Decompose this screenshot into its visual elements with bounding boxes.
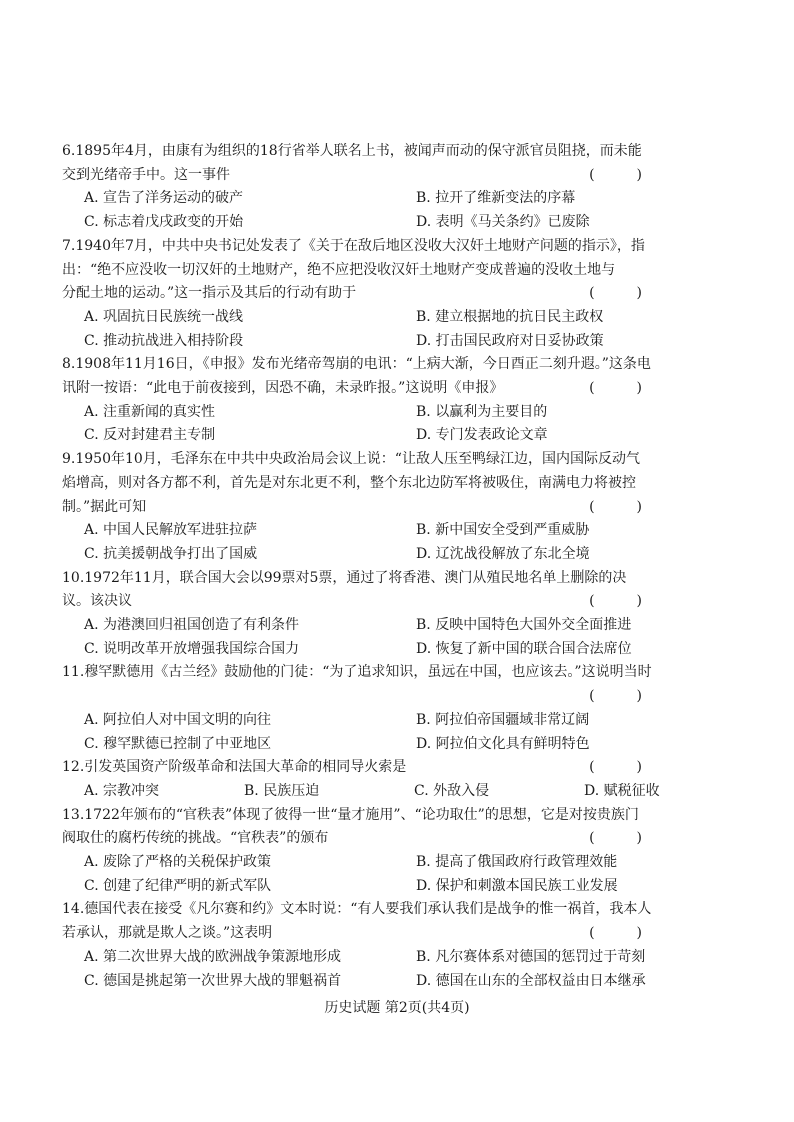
question-12	[62, 756, 662, 803]
stem-text: 出：“绝不应没收一切汉奸的土地财产，绝不应把没收汉奸土地财产变成普遍的没收土地与	[62, 261, 616, 278]
question-14	[62, 898, 662, 993]
stem-text: 10.1972年11月，联合国大会以99票对5票，通过了将香港、澳门从殖民地名单上删除的决	[62, 569, 627, 586]
stem-line	[62, 756, 662, 780]
option-a: A. 中国人民解放军进驻拉萨	[84, 522, 258, 539]
option-c: C. 德国是挑起第一次世界大战的罪魁祸首	[84, 972, 342, 989]
stem-line	[62, 140, 662, 164]
option-d: D. 打击国民政府对日妥协政策	[416, 332, 604, 349]
question-stem	[62, 235, 662, 306]
question-stem	[62, 898, 662, 945]
stem-text: 阀取仕的腐朽传统的挑战。“官秩表”的颁布	[62, 830, 329, 847]
answer-blank: ( )	[589, 166, 656, 183]
stem-line	[62, 898, 662, 922]
exam-page	[62, 140, 662, 993]
option-d: D. 赋税征收	[584, 782, 660, 799]
options	[62, 946, 662, 993]
option-d: D. 德国在山东的全部权益由日本继承	[416, 972, 646, 989]
option-b: B. 凡尔赛体系对德国的惩罚过于苛刻	[416, 948, 646, 965]
option-d: D. 表明《马关条约》已废除	[416, 214, 590, 231]
option-c: C. 抗美援朝战争打出了国威	[84, 545, 258, 562]
options	[62, 306, 662, 353]
option-b: B. 反映中国特色大国外交全面推进	[416, 617, 632, 634]
answer-blank: ( )	[589, 380, 656, 397]
question-10	[62, 567, 662, 662]
stem-text: 交到光绪帝手中。这一事件	[62, 166, 230, 183]
stem-text: 7.1940年7月，中共中央书记处发表了《关于在敌后地区没收大汉奸土地财产问题的指示》，指	[62, 237, 645, 254]
answer-blank: ( )	[589, 830, 656, 847]
option-a: A. 巩固抗日民族统一战线	[84, 308, 244, 325]
question-6	[62, 140, 662, 235]
stem-text: 11.穆罕默德用《古兰经》鼓励他的门徒：“为了追求知识，虽远在中国，也应该去。”这说明当时	[62, 664, 652, 681]
option-c: C. 外敌入侵	[414, 782, 490, 799]
page-footer: 历史试题 第2页(共4页)	[324, 1000, 470, 1016]
answer-blank-line	[62, 685, 662, 709]
options	[62, 519, 662, 566]
options	[62, 709, 662, 756]
stem-text: 12.引发英国资产阶级革命和法国大革命的相同导火索是	[62, 759, 407, 776]
option-b: B. 建立根据地的抗日民主政权	[416, 308, 604, 325]
option-b: B. 拉开了维新变法的序幕	[416, 190, 576, 207]
answer-blank: ( )	[589, 759, 656, 776]
stem-text: 8.1908年11月16日，《申报》发布光绪帝驾崩的电讯：“上病大渐，今日酉正二刻升遐。”这条电	[62, 356, 651, 373]
answer-blank: ( )	[589, 498, 656, 515]
options	[62, 614, 662, 661]
stem-text: 13.1722年颁布的“官秩表”体现了彼得一世“量才施用”、“论功取仕”的思想，它是对按贵族门	[62, 806, 639, 823]
stem-line	[62, 496, 662, 520]
stem-line	[62, 827, 662, 851]
stem-line	[62, 282, 662, 306]
option-d: D. 辽沈战役解放了东北全境	[416, 545, 590, 562]
option-c: C. 说明改革开放增强我国综合国力	[84, 640, 300, 657]
options	[62, 851, 662, 898]
stem-text: 讯附一按语：“此电于前夜接到，因恐不确，未录昨报。”这说明《申报》	[62, 380, 504, 397]
option-c: C. 穆罕默德已控制了中亚地区	[84, 735, 272, 752]
option-b: B. 以赢利为主要目的	[416, 403, 548, 420]
stem-line	[62, 259, 662, 283]
option-a: A. 第二次世界大战的欧洲战争策源地形成	[84, 948, 342, 965]
stem-text: 9.1950年10月，毛泽东在中共中央政治局会议上说：“让敌人压至鸭绿江边，国内国际反动气	[62, 451, 640, 468]
option-c: C. 反对封建君主专制	[84, 427, 216, 444]
option-c: C. 创建了纪律严明的新式军队	[84, 877, 272, 894]
option-b: B. 提高了俄国政府行政管理效能	[416, 854, 618, 871]
question-stem	[62, 353, 662, 400]
option-a: A. 为港澳回归祖国创造了有利条件	[84, 617, 300, 634]
question-7	[62, 235, 662, 354]
stem-text: 议。该决议	[62, 593, 132, 610]
stem-text: 若承认，那就是欺人之谈。”这表明	[62, 925, 273, 942]
stem-line	[62, 922, 662, 946]
stem-line	[62, 164, 662, 188]
options	[62, 780, 662, 804]
stem-line	[62, 804, 662, 828]
question-8	[62, 353, 662, 448]
stem-text: 制。”据此可知	[62, 498, 147, 515]
options	[62, 187, 662, 234]
stem-line	[62, 353, 662, 377]
question-9	[62, 448, 662, 567]
option-b: B. 民族压迫	[244, 782, 320, 799]
option-a: A. 废除了严格的关税保护政策	[84, 854, 272, 871]
question-stem	[62, 448, 662, 519]
question-13	[62, 804, 662, 899]
option-a: A. 宗教冲突	[84, 782, 160, 799]
stem-line	[62, 472, 662, 496]
question-stem	[62, 756, 662, 780]
option-d: D. 专门发表政论文章	[416, 427, 548, 444]
option-c: C. 推动抗战进入相持阶段	[84, 332, 244, 349]
stem-line	[62, 377, 662, 401]
answer-blank: ( )	[589, 688, 656, 705]
stem-line	[62, 448, 662, 472]
options	[62, 401, 662, 448]
option-d: D. 保护和刺激本国民族工业发展	[416, 877, 618, 894]
option-a: A. 宣告了洋务运动的破产	[84, 190, 244, 207]
option-d: D. 恢复了新中国的联合国合法席位	[416, 640, 632, 657]
question-stem	[62, 804, 662, 851]
option-b: B. 新中国安全受到严重威胁	[416, 522, 590, 539]
stem-line	[62, 567, 662, 591]
stem-text: 6.1895年4月，由康有为组织的18行省举人联名上书，被闻声而动的保守派官员阻挠，而未能	[62, 143, 642, 159]
question-stem	[62, 140, 662, 187]
option-a: A. 阿拉伯人对中国文明的向往	[84, 711, 272, 728]
stem-line	[62, 590, 662, 614]
stem-text: 14.德国代表在接受《凡尔赛和约》文本时说：“有人要我们承认我们是战争的惟一祸首，我本人	[62, 901, 652, 918]
answer-blank: ( )	[589, 285, 656, 302]
question-stem	[62, 567, 662, 614]
stem-text: 分配土地的运动。”这一指示及其后的行动有助于	[62, 285, 357, 302]
option-c: C. 标志着戊戌政变的开始	[84, 214, 244, 231]
question-11	[62, 661, 662, 756]
option-a: A. 注重新闻的真实性	[84, 403, 216, 420]
stem-text: 焰增高，则对各方都不利，首先是对东北更不利，整个东北边防军将被吸住，南满电力将被控	[62, 474, 636, 491]
stem-line	[62, 661, 662, 685]
answer-blank: ( )	[589, 925, 656, 942]
question-stem	[62, 661, 662, 708]
answer-blank: ( )	[589, 593, 656, 610]
option-b: B. 阿拉伯帝国疆域非常辽阔	[416, 711, 590, 728]
option-d: D. 阿拉伯文化具有鲜明特色	[416, 735, 590, 752]
stem-line	[62, 235, 662, 259]
